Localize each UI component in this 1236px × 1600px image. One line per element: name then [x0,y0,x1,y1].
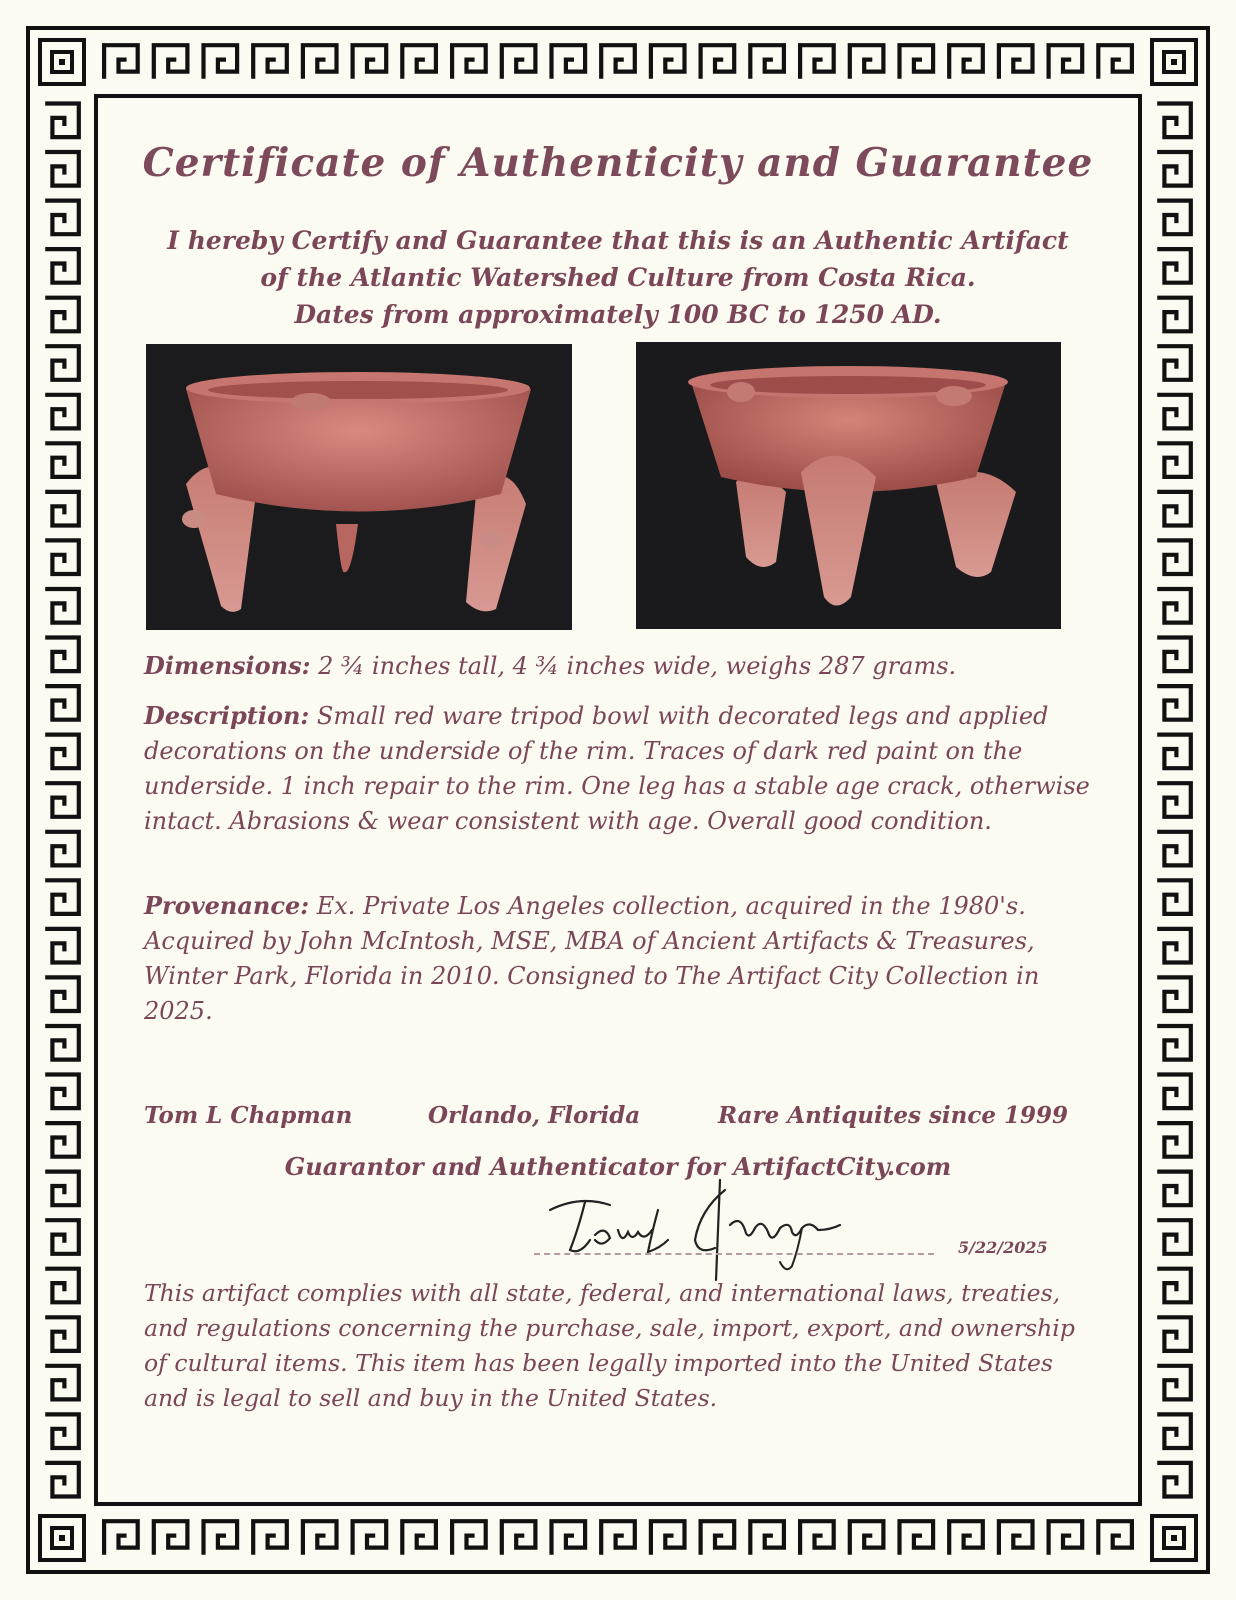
dimensions-section [144,648,1094,684]
authenticator-business: Rare Antiquites since 1999 [718,1102,1069,1129]
legal-compliance-text: This artifact complies with all state, federal, and international laws, treaties, and regulations concerning the purchase, sale, import, export, and ownership of cultural items. This item has been legally imported into the United States and is legal to sell and buy in the United States. [144,1279,1075,1412]
artifact-photo-front [146,344,572,630]
certificate-title: Certificate of Authenticity and Guarantee [142,140,1094,186]
description-text: Small red ware tripod bowl with decorated legs and applied decorations on the underside of the rim. Traces of dark red paint on the underside. 1 inch repair to the rim. One leg has a stable age crack, otherwise intact. Abrasions & wear consistent with age. Overall good condition. [144,702,1090,835]
authenticator-name: Tom L Chapman [144,1102,353,1129]
certification-line: of the Atlantic Watershed Culture from Costa Rica. [260,263,976,292]
provenance-section [144,888,1094,1029]
dimensions-value: 2 ¾ inches tall, 4 ¾ inches wide, weighs 287 grams. [318,652,957,680]
handwritten-signature [540,1170,870,1290]
description-section [144,698,1094,839]
certification-statement [130,222,1106,333]
certification-line: Dates from approximately 100 BC to 1250 AD. [294,300,942,329]
signature-date: 5/22/2025 [958,1238,1048,1257]
signature-line [534,1253,934,1255]
artifact-photo-side [636,342,1061,629]
certification-line: I hereby Certify and Guarantee that this is an Authentic Artifact [167,226,1069,255]
provenance-text: Ex. Private Los Angeles collection, acquired in the 1980's. Acquired by John McIntosh, MSE, MBA of Ancient Artifacts & Treasures, Winter Park, Florida in 2010. Consigned to The Artifact City Collection in 2025. [144,892,1040,1025]
description-label: Description: [144,701,310,730]
guarantor-line: Guarantor and Authenticator for ArtifactCity.com [284,1152,952,1181]
provenance-label: Provenance: [144,891,310,920]
dimensions-label: Dimensions: [144,651,311,680]
authenticator-location: Orlando, Florida [428,1102,641,1129]
